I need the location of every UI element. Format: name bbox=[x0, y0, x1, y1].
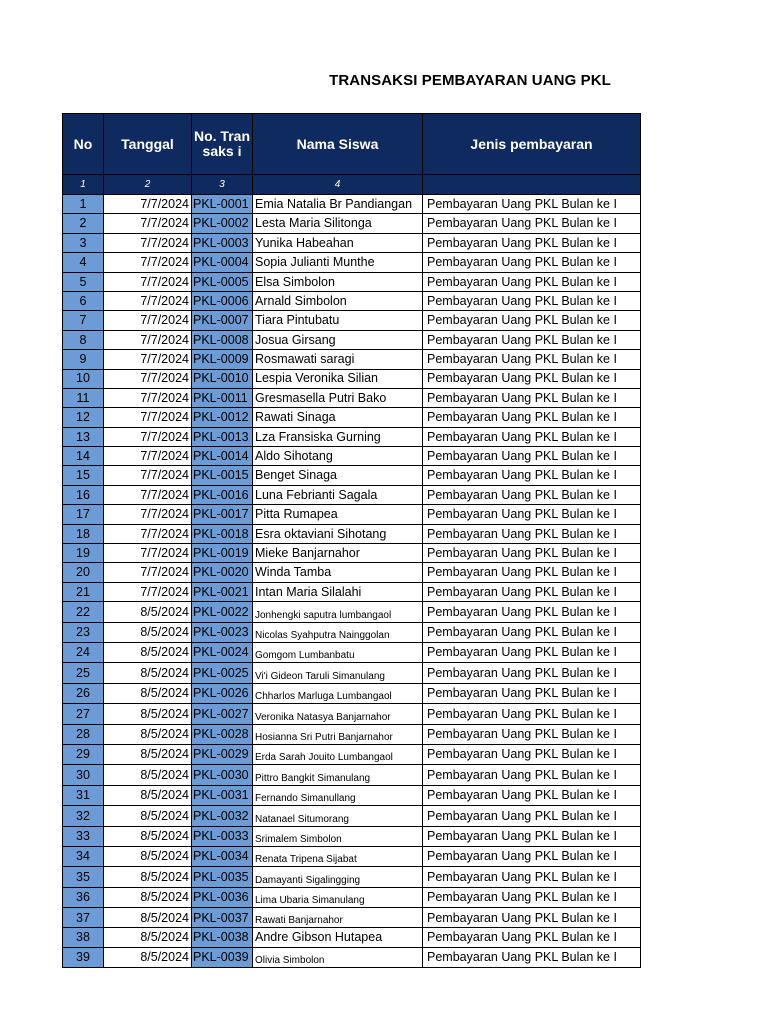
cell-nama-siswa[interactable]: Elsa Simbolon bbox=[253, 272, 423, 291]
cell-nama-siswa[interactable]: Rawati Sinaga bbox=[253, 408, 423, 427]
cell-no-transaksi[interactable]: PKL-0014 bbox=[192, 447, 253, 466]
cell-no-transaksi[interactable]: PKL-0004 bbox=[192, 253, 253, 272]
cell-no[interactable]: 37 bbox=[63, 908, 104, 928]
table-row bbox=[63, 806, 641, 826]
cell-no-transaksi[interactable]: PKL-0030 bbox=[192, 765, 253, 785]
cell-nama-siswa[interactable]: Renata Tripena Sijabat bbox=[253, 846, 423, 866]
cell-no-transaksi[interactable]: PKL-0008 bbox=[192, 330, 253, 349]
cell-no-transaksi[interactable]: PKL-0025 bbox=[192, 663, 253, 683]
cell-tanggal[interactable]: 7/7/2024 bbox=[104, 272, 192, 291]
table-row bbox=[63, 311, 641, 330]
cell-jenis-pembayaran[interactable]: Pembayaran Uang PKL Bulan ke I bbox=[423, 785, 641, 805]
cell-jenis-pembayaran[interactable]: Pembayaran Uang PKL Bulan ke I bbox=[423, 311, 641, 330]
column-header-no-transaksi[interactable]: No. Transaks i bbox=[192, 114, 253, 175]
cell-tanggal[interactable]: 7/7/2024 bbox=[104, 485, 192, 504]
cell-nama-siswa[interactable]: Mieke Banjarnahor bbox=[253, 544, 423, 563]
cell-tanggal[interactable]: 7/7/2024 bbox=[104, 291, 192, 310]
column-index-cell: 3 bbox=[192, 175, 253, 195]
column-header-no[interactable]: No bbox=[63, 114, 104, 175]
table-row bbox=[63, 544, 641, 563]
cell-jenis-pembayaran[interactable]: Pembayaran Uang PKL Bulan ke I bbox=[423, 928, 641, 947]
table-row bbox=[63, 642, 641, 662]
table-row bbox=[63, 683, 641, 703]
cell-no-transaksi[interactable]: PKL-0038 bbox=[192, 928, 253, 947]
cell-tanggal[interactable]: 7/7/2024 bbox=[104, 505, 192, 524]
cell-no[interactable]: 25 bbox=[63, 663, 104, 683]
table-row bbox=[63, 724, 641, 744]
cell-nama-siswa[interactable]: Andre Gibson Hutapea bbox=[253, 928, 423, 947]
table-row bbox=[63, 887, 641, 907]
table-row bbox=[63, 744, 641, 764]
cell-no-transaksi[interactable]: PKL-0001 bbox=[192, 195, 253, 214]
cell-tanggal[interactable]: 8/5/2024 bbox=[104, 765, 192, 785]
cell-tanggal[interactable]: 8/5/2024 bbox=[104, 806, 192, 826]
cell-no[interactable]: 18 bbox=[63, 524, 104, 543]
table-row bbox=[63, 582, 641, 601]
cell-tanggal[interactable]: 7/7/2024 bbox=[104, 233, 192, 252]
cell-tanggal[interactable]: 8/5/2024 bbox=[104, 928, 192, 947]
cell-no-transaksi[interactable]: PKL-0033 bbox=[192, 826, 253, 846]
cell-no-transaksi[interactable]: PKL-0017 bbox=[192, 505, 253, 524]
cell-no[interactable]: 7 bbox=[63, 311, 104, 330]
cell-nama-siswa[interactable]: Pittro Bangkit Simanulang bbox=[253, 765, 423, 785]
cell-no-transaksi[interactable]: PKL-0021 bbox=[192, 582, 253, 601]
cell-nama-siswa[interactable]: Josua Girsang bbox=[253, 330, 423, 349]
cell-nama-siswa[interactable]: Lza Fransiska Gurning bbox=[253, 427, 423, 446]
cell-jenis-pembayaran[interactable]: Pembayaran Uang PKL Bulan ke I bbox=[423, 724, 641, 744]
cell-no-transaksi[interactable]: PKL-0035 bbox=[192, 867, 253, 887]
cell-tanggal[interactable]: 7/7/2024 bbox=[104, 214, 192, 233]
cell-no[interactable]: 14 bbox=[63, 447, 104, 466]
column-index-cell: 1 bbox=[63, 175, 104, 195]
cell-tanggal[interactable]: 8/5/2024 bbox=[104, 704, 192, 724]
table-row bbox=[63, 350, 641, 369]
cell-jenis-pembayaran[interactable]: Pembayaran Uang PKL Bulan ke I bbox=[423, 195, 641, 214]
cell-nama-siswa[interactable]: Winda Tamba bbox=[253, 563, 423, 582]
cell-nama-siswa[interactable]: Emia Natalia Br Pandiangan bbox=[253, 195, 423, 214]
cell-jenis-pembayaran[interactable]: Pembayaran Uang PKL Bulan ke I bbox=[423, 272, 641, 291]
cell-tanggal[interactable]: 7/7/2024 bbox=[104, 447, 192, 466]
cell-no[interactable]: 9 bbox=[63, 350, 104, 369]
cell-no[interactable]: 17 bbox=[63, 505, 104, 524]
cell-nama-siswa[interactable]: Yunika Habeahan bbox=[253, 233, 423, 252]
cell-nama-siswa[interactable]: Chharlos Marluga Lumbangaol bbox=[253, 683, 423, 703]
cell-tanggal[interactable]: 7/7/2024 bbox=[104, 524, 192, 543]
cell-nama-siswa[interactable]: Veronika Natasya Banjarnahor bbox=[253, 704, 423, 724]
cell-tanggal[interactable]: 8/5/2024 bbox=[104, 744, 192, 764]
cell-jenis-pembayaran[interactable]: Pembayaran Uang PKL Bulan ke I bbox=[423, 663, 641, 683]
cell-no[interactable]: 36 bbox=[63, 887, 104, 907]
cell-no-transaksi[interactable]: PKL-0012 bbox=[192, 408, 253, 427]
table-row bbox=[63, 272, 641, 291]
cell-jenis-pembayaran[interactable]: Pembayaran Uang PKL Bulan ke I bbox=[423, 447, 641, 466]
column-header-tanggal[interactable]: Tanggal bbox=[104, 114, 192, 175]
cell-no-transaksi[interactable]: PKL-0036 bbox=[192, 887, 253, 907]
cell-tanggal[interactable]: 8/5/2024 bbox=[104, 785, 192, 805]
cell-jenis-pembayaran[interactable]: Pembayaran Uang PKL Bulan ke I bbox=[423, 369, 641, 388]
cell-jenis-pembayaran[interactable]: Pembayaran Uang PKL Bulan ke I bbox=[423, 350, 641, 369]
cell-no[interactable]: 13 bbox=[63, 427, 104, 446]
cell-nama-siswa[interactable]: Aldo Sihotang bbox=[253, 447, 423, 466]
table-row bbox=[63, 928, 641, 947]
cell-tanggal[interactable]: 7/7/2024 bbox=[104, 466, 192, 485]
cell-nama-siswa[interactable]: Lespia Veronika Silian bbox=[253, 369, 423, 388]
table-row bbox=[63, 704, 641, 724]
table-row bbox=[63, 505, 641, 524]
cell-nama-siswa[interactable]: Vi'i Gideon Taruli Simanulang bbox=[253, 663, 423, 683]
cell-no[interactable]: 12 bbox=[63, 408, 104, 427]
cell-no[interactable]: 15 bbox=[63, 466, 104, 485]
cell-jenis-pembayaran[interactable]: Pembayaran Uang PKL Bulan ke I bbox=[423, 544, 641, 563]
cell-tanggal[interactable]: 8/5/2024 bbox=[104, 642, 192, 662]
cell-jenis-pembayaran[interactable]: Pembayaran Uang PKL Bulan ke I bbox=[423, 622, 641, 642]
cell-no[interactable]: 39 bbox=[63, 947, 104, 967]
cell-no-transaksi[interactable]: PKL-0015 bbox=[192, 466, 253, 485]
cell-tanggal[interactable]: 8/5/2024 bbox=[104, 622, 192, 642]
table-row bbox=[63, 485, 641, 504]
cell-jenis-pembayaran[interactable]: Pembayaran Uang PKL Bulan ke I bbox=[423, 908, 641, 928]
cell-jenis-pembayaran[interactable]: Pembayaran Uang PKL Bulan ke I bbox=[423, 887, 641, 907]
cell-jenis-pembayaran[interactable]: Pembayaran Uang PKL Bulan ke I bbox=[423, 582, 641, 601]
cell-no[interactable]: 30 bbox=[63, 765, 104, 785]
cell-nama-siswa[interactable]: Benget Sinaga bbox=[253, 466, 423, 485]
cell-no-transaksi[interactable]: PKL-0006 bbox=[192, 291, 253, 310]
table-row bbox=[63, 233, 641, 252]
cell-jenis-pembayaran[interactable]: Pembayaran Uang PKL Bulan ke I bbox=[423, 291, 641, 310]
cell-jenis-pembayaran[interactable]: Pembayaran Uang PKL Bulan ke I bbox=[423, 765, 641, 785]
cell-no-transaksi[interactable]: PKL-0032 bbox=[192, 806, 253, 826]
cell-no-transaksi[interactable]: PKL-0031 bbox=[192, 785, 253, 805]
cell-tanggal[interactable]: 7/7/2024 bbox=[104, 388, 192, 407]
cell-jenis-pembayaran[interactable]: Pembayaran Uang PKL Bulan ke I bbox=[423, 867, 641, 887]
table-row bbox=[63, 195, 641, 214]
cell-tanggal[interactable]: 7/7/2024 bbox=[104, 427, 192, 446]
cell-tanggal[interactable]: 7/7/2024 bbox=[104, 330, 192, 349]
cell-no-transaksi[interactable]: PKL-0010 bbox=[192, 369, 253, 388]
header-row bbox=[63, 114, 641, 175]
cell-no[interactable]: 31 bbox=[63, 785, 104, 805]
cell-no-transaksi[interactable]: PKL-0003 bbox=[192, 233, 253, 252]
cell-jenis-pembayaran[interactable]: Pembayaran Uang PKL Bulan ke I bbox=[423, 253, 641, 272]
cell-jenis-pembayaran[interactable]: Pembayaran Uang PKL Bulan ke I bbox=[423, 524, 641, 543]
cell-tanggal[interactable]: 8/5/2024 bbox=[104, 887, 192, 907]
cell-no[interactable]: 34 bbox=[63, 846, 104, 866]
cell-no[interactable]: 29 bbox=[63, 744, 104, 764]
cell-nama-siswa[interactable]: Sopia Julianti Munthe bbox=[253, 253, 423, 272]
cell-nama-siswa[interactable]: Natanael Situmorang bbox=[253, 806, 423, 826]
column-index-cell: 4 bbox=[253, 175, 423, 195]
cell-tanggal[interactable]: 8/5/2024 bbox=[104, 846, 192, 866]
cell-no[interactable]: 3 bbox=[63, 233, 104, 252]
cell-no-transaksi[interactable]: PKL-0028 bbox=[192, 724, 253, 744]
cell-no[interactable]: 28 bbox=[63, 724, 104, 744]
table-row bbox=[63, 388, 641, 407]
cell-jenis-pembayaran[interactable]: Pembayaran Uang PKL Bulan ke I bbox=[423, 704, 641, 724]
table-row bbox=[63, 447, 641, 466]
table-row bbox=[63, 291, 641, 310]
cell-no[interactable]: 38 bbox=[63, 928, 104, 947]
cell-nama-siswa[interactable]: Arnald Simbolon bbox=[253, 291, 423, 310]
cell-jenis-pembayaran[interactable]: Pembayaran Uang PKL Bulan ke I bbox=[423, 744, 641, 764]
cell-no[interactable]: 22 bbox=[63, 602, 104, 622]
cell-no-transaksi[interactable]: PKL-0011 bbox=[192, 388, 253, 407]
cell-jenis-pembayaran[interactable]: Pembayaran Uang PKL Bulan ke I bbox=[423, 505, 641, 524]
cell-tanggal[interactable]: 7/7/2024 bbox=[104, 544, 192, 563]
cell-tanggal[interactable]: 7/7/2024 bbox=[104, 195, 192, 214]
cell-tanggal[interactable]: 7/7/2024 bbox=[104, 253, 192, 272]
cell-jenis-pembayaran[interactable]: Pembayaran Uang PKL Bulan ke I bbox=[423, 806, 641, 826]
table-row bbox=[63, 253, 641, 272]
cell-jenis-pembayaran[interactable]: Pembayaran Uang PKL Bulan ke I bbox=[423, 330, 641, 349]
cell-tanggal[interactable]: 7/7/2024 bbox=[104, 582, 192, 601]
cell-no[interactable]: 23 bbox=[63, 622, 104, 642]
cell-jenis-pembayaran[interactable]: Pembayaran Uang PKL Bulan ke I bbox=[423, 408, 641, 427]
cell-no-transaksi[interactable]: PKL-0039 bbox=[192, 947, 253, 967]
page-title: TRANSAKSI PEMBAYARAN UANG PKL bbox=[329, 72, 611, 89]
cell-jenis-pembayaran[interactable]: Pembayaran Uang PKL Bulan ke I bbox=[423, 683, 641, 703]
column-index-row bbox=[63, 175, 641, 195]
cell-nama-siswa[interactable]: Tiara Pintubatu bbox=[253, 311, 423, 330]
cell-nama-siswa[interactable]: Esra oktaviani Sihotang bbox=[253, 524, 423, 543]
table-row bbox=[63, 867, 641, 887]
cell-no[interactable]: 26 bbox=[63, 683, 104, 703]
cell-jenis-pembayaran[interactable]: Pembayaran Uang PKL Bulan ke I bbox=[423, 602, 641, 622]
cell-nama-siswa[interactable]: Gomgom Lumbanbatu bbox=[253, 642, 423, 662]
cell-nama-siswa[interactable]: Lesta Maria Silitonga bbox=[253, 214, 423, 233]
cell-nama-siswa[interactable]: Nicolas Syahputra Nainggolan bbox=[253, 622, 423, 642]
cell-no-transaksi[interactable]: PKL-0022 bbox=[192, 602, 253, 622]
cell-no[interactable]: 35 bbox=[63, 867, 104, 887]
cell-no-transaksi[interactable]: PKL-0034 bbox=[192, 846, 253, 866]
cell-tanggal[interactable]: 8/5/2024 bbox=[104, 826, 192, 846]
cell-no-transaksi[interactable]: PKL-0024 bbox=[192, 642, 253, 662]
cell-no[interactable]: 32 bbox=[63, 806, 104, 826]
table-row bbox=[63, 622, 641, 642]
cell-nama-siswa[interactable]: Damayanti Sigalingging bbox=[253, 867, 423, 887]
cell-no-transaksi[interactable]: PKL-0019 bbox=[192, 544, 253, 563]
cell-tanggal[interactable]: 8/5/2024 bbox=[104, 602, 192, 622]
cell-jenis-pembayaran[interactable]: Pembayaran Uang PKL Bulan ke I bbox=[423, 388, 641, 407]
cell-tanggal[interactable]: 8/5/2024 bbox=[104, 867, 192, 887]
cell-tanggal[interactable]: 8/5/2024 bbox=[104, 663, 192, 683]
column-header-nama-siswa[interactable]: Nama Siswa bbox=[253, 114, 423, 175]
cell-no-transaksi[interactable]: PKL-0009 bbox=[192, 350, 253, 369]
cell-nama-siswa[interactable]: Erda Sarah Jouito Lumbangaol bbox=[253, 744, 423, 764]
cell-jenis-pembayaran[interactable]: Pembayaran Uang PKL Bulan ke I bbox=[423, 947, 641, 967]
cell-no-transaksi[interactable]: PKL-0027 bbox=[192, 704, 253, 724]
cell-tanggal[interactable]: 8/5/2024 bbox=[104, 947, 192, 967]
cell-tanggal[interactable]: 8/5/2024 bbox=[104, 908, 192, 928]
cell-no[interactable]: 20 bbox=[63, 563, 104, 582]
table-row bbox=[63, 427, 641, 446]
column-index-cell: 2 bbox=[104, 175, 192, 195]
table-body bbox=[63, 195, 641, 968]
cell-no[interactable]: 19 bbox=[63, 544, 104, 563]
cell-nama-siswa[interactable]: Luna Febrianti Sagala bbox=[253, 485, 423, 504]
column-header-jenis-pembayaran[interactable]: Jenis pembayaran bbox=[423, 114, 641, 175]
cell-no-transaksi[interactable]: PKL-0005 bbox=[192, 272, 253, 291]
cell-nama-siswa[interactable]: Rawati Banjarnahor bbox=[253, 908, 423, 928]
cell-jenis-pembayaran[interactable]: Pembayaran Uang PKL Bulan ke I bbox=[423, 214, 641, 233]
cell-jenis-pembayaran[interactable]: Pembayaran Uang PKL Bulan ke I bbox=[423, 846, 641, 866]
cell-tanggal[interactable]: 8/5/2024 bbox=[104, 683, 192, 703]
cell-jenis-pembayaran[interactable]: Pembayaran Uang PKL Bulan ke I bbox=[423, 233, 641, 252]
cell-no-transaksi[interactable]: PKL-0002 bbox=[192, 214, 253, 233]
table-row bbox=[63, 785, 641, 805]
cell-nama-siswa[interactable]: Srimalem Simbolon bbox=[253, 826, 423, 846]
table-row bbox=[63, 330, 641, 349]
table-row bbox=[63, 765, 641, 785]
cell-tanggal[interactable]: 7/7/2024 bbox=[104, 369, 192, 388]
cell-nama-siswa[interactable]: Fernando Simanullang bbox=[253, 785, 423, 805]
cell-jenis-pembayaran[interactable]: Pembayaran Uang PKL Bulan ke I bbox=[423, 563, 641, 582]
cell-tanggal[interactable]: 7/7/2024 bbox=[104, 311, 192, 330]
cell-no[interactable]: 5 bbox=[63, 272, 104, 291]
cell-no[interactable]: 4 bbox=[63, 253, 104, 272]
table-row bbox=[63, 369, 641, 388]
cell-no[interactable]: 1 bbox=[63, 195, 104, 214]
cell-no-transaksi[interactable]: PKL-0037 bbox=[192, 908, 253, 928]
cell-nama-siswa[interactable]: Rosmawati saragi bbox=[253, 350, 423, 369]
cell-nama-siswa[interactable]: Lima Ubaria Simanulang bbox=[253, 887, 423, 907]
table-row bbox=[63, 602, 641, 622]
cell-no[interactable]: 21 bbox=[63, 582, 104, 601]
cell-jenis-pembayaran[interactable]: Pembayaran Uang PKL Bulan ke I bbox=[423, 466, 641, 485]
table-row bbox=[63, 466, 641, 485]
column-index-cell bbox=[423, 175, 641, 195]
cell-tanggal[interactable]: 7/7/2024 bbox=[104, 350, 192, 369]
cell-no[interactable]: 10 bbox=[63, 369, 104, 388]
cell-nama-siswa[interactable]: Gresmasella Putri Bako bbox=[253, 388, 423, 407]
cell-no[interactable]: 11 bbox=[63, 388, 104, 407]
cell-nama-siswa[interactable]: Hosianna Sri Putri Banjarnahor bbox=[253, 724, 423, 744]
cell-no-transaksi[interactable]: PKL-0013 bbox=[192, 427, 253, 446]
cell-no-transaksi[interactable]: PKL-0029 bbox=[192, 744, 253, 764]
cell-no-transaksi[interactable]: PKL-0007 bbox=[192, 311, 253, 330]
table-row bbox=[63, 524, 641, 543]
cell-jenis-pembayaran[interactable]: Pembayaran Uang PKL Bulan ke I bbox=[423, 642, 641, 662]
cell-no-transaksi[interactable]: PKL-0026 bbox=[192, 683, 253, 703]
table-row bbox=[63, 214, 641, 233]
cell-no[interactable]: 27 bbox=[63, 704, 104, 724]
table-row bbox=[63, 563, 641, 582]
table-row bbox=[63, 826, 641, 846]
table-row bbox=[63, 947, 641, 967]
cell-tanggal[interactable]: 8/5/2024 bbox=[104, 724, 192, 744]
table-row bbox=[63, 663, 641, 683]
table-row bbox=[63, 908, 641, 928]
payment-table bbox=[62, 113, 641, 968]
cell-no[interactable]: 16 bbox=[63, 485, 104, 504]
cell-tanggal[interactable]: 7/7/2024 bbox=[104, 563, 192, 582]
cell-no-transaksi[interactable]: PKL-0018 bbox=[192, 524, 253, 543]
cell-no[interactable]: 33 bbox=[63, 826, 104, 846]
cell-no-transaksi[interactable]: PKL-0016 bbox=[192, 485, 253, 504]
cell-no[interactable]: 24 bbox=[63, 642, 104, 662]
cell-jenis-pembayaran[interactable]: Pembayaran Uang PKL Bulan ke I bbox=[423, 427, 641, 446]
cell-nama-siswa[interactable]: Intan Maria Silalahi bbox=[253, 582, 423, 601]
cell-no[interactable]: 2 bbox=[63, 214, 104, 233]
table-row bbox=[63, 408, 641, 427]
cell-nama-siswa[interactable]: Pitta Rumapea bbox=[253, 505, 423, 524]
cell-nama-siswa[interactable]: Jonhengki saputra lumbangaol bbox=[253, 602, 423, 622]
cell-jenis-pembayaran[interactable]: Pembayaran Uang PKL Bulan ke I bbox=[423, 485, 641, 504]
cell-no-transaksi[interactable]: PKL-0020 bbox=[192, 563, 253, 582]
table-row bbox=[63, 846, 641, 866]
cell-no[interactable]: 8 bbox=[63, 330, 104, 349]
cell-no[interactable]: 6 bbox=[63, 291, 104, 310]
cell-jenis-pembayaran[interactable]: Pembayaran Uang PKL Bulan ke I bbox=[423, 826, 641, 846]
cell-no-transaksi[interactable]: PKL-0023 bbox=[192, 622, 253, 642]
cell-nama-siswa[interactable]: Olivia Simbolon bbox=[253, 947, 423, 967]
cell-tanggal[interactable]: 7/7/2024 bbox=[104, 408, 192, 427]
